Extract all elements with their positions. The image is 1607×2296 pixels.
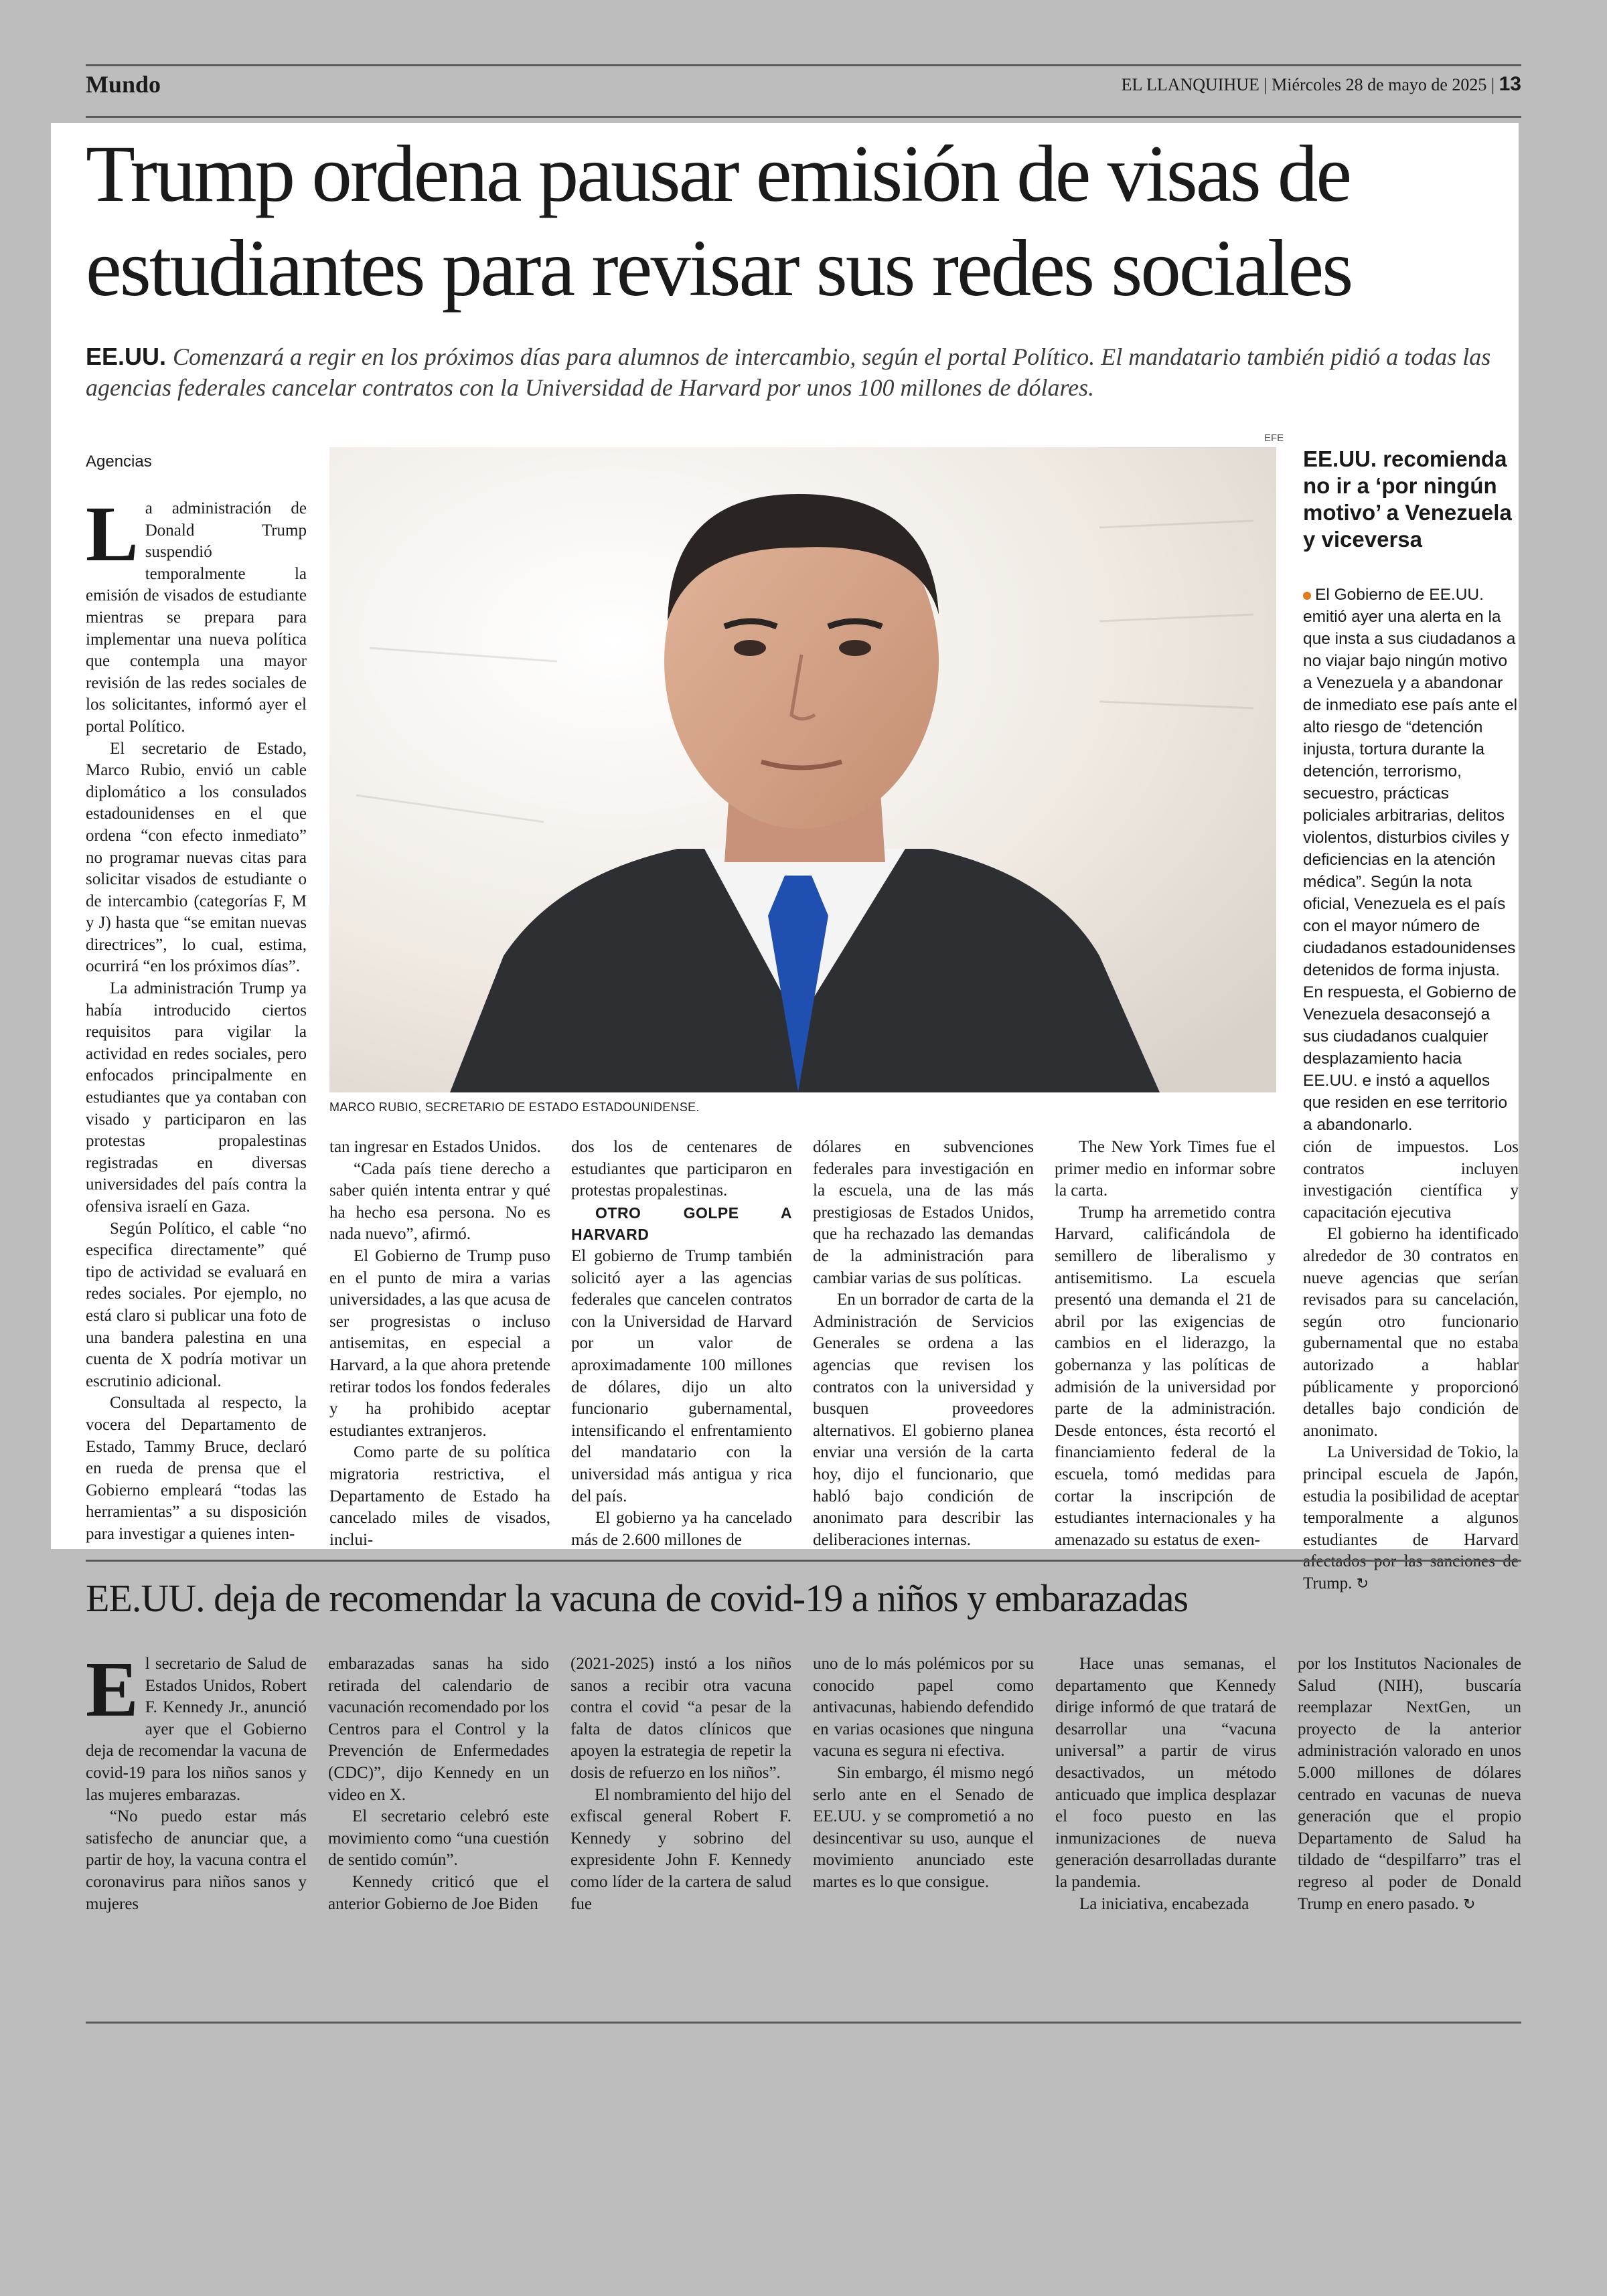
paragraph: Kennedy criticó que el anterior Gobierno de Joe Biden <box>328 1872 549 1913</box>
deck-tag: EE.UU. <box>86 343 167 370</box>
paragraph: El secretario de Salud de Estados Unidos, Robert F. Kennedy Jr., anunció ayer que el Gobierno deja de recomendar la vacuna de covid-19 para los niños sanos y las mujeres embarazas. <box>86 1645 307 1804</box>
sidebar-body <box>1303 584 1519 1136</box>
deck-text: Comenzará a regir en los próximos días para alumnos de intercambio, según el portal Político. El mandatario también pidió a todas las agencias federales cancelar contratos con la Universidad de Harvard por unos 100 millones de dólares. <box>86 343 1491 401</box>
paragraph: El gobierno ya ha cancelado más de 2.600 millones de <box>571 1509 792 1549</box>
paragraph: El secretario celebró este movimiento como “una cuestión de sentido común”. <box>328 1807 549 1870</box>
paragraph: El Gobierno de Trump puso en el punto de mira a varias universidades, a las que acusa de ser progresistas o incluso antisemitas, en especial a Harvard, a la que ahora pretende retirar todos los fondos federales y ha prohibido aceptar estudiantes extranjeros. <box>329 1246 550 1440</box>
paragraph: Hace unas semanas, el departamento que Kennedy dirige informó de que tratará de desarrollar una “vacuna universal” a partir de virus desactivados, un método anticuado que implica desplazar el foco puesto en las inmunizaciones de nueva generación desarrolladas durante la pandemia. <box>1055 1655 1276 1891</box>
article-photo <box>329 447 1276 1092</box>
masthead-text: EL LLANQUIHUE | Miércoles 28 de mayo de 2025 | <box>1121 75 1495 94</box>
paragraph: La Universidad de Tokio, la principal escuela de Japón, estudia la posibilidad de aceptar temporalmente a algunos estudiantes de Harvard afectados por las sanciones de Trump. ↻ <box>1303 1443 1519 1592</box>
article2-title: EE.UU. deja de recomendar la vacuna de covid-19 a niños y embarazadas <box>86 1576 1189 1620</box>
dropcap: L <box>86 490 139 578</box>
photo-caption: MARCO RUBIO, SECRETARIO DE ESTADO ESTADOUNIDENSE. <box>329 1100 700 1114</box>
article-divider <box>86 1560 1521 1562</box>
paragraph: La administración de Donald Trump suspendió temporalmente la emisión de visados de estudiante mientras se prepara para implementar una nueva política que contempla una mayor revisión de las redes sociales de los solicitantes, informó ayer el portal Político. <box>86 490 307 736</box>
main-article <box>51 123 1519 1592</box>
article2-column-2 <box>328 1653 549 1913</box>
article-deck <box>86 341 1512 403</box>
section-label: Mundo <box>86 71 161 98</box>
page-number: 13 <box>1499 73 1521 95</box>
article2-column-3 <box>570 1653 791 1913</box>
paragraph: El gobierno ha identificado alrededor de 30 contratos en nueve agencias que serían revisados para su cancelación, según otro funcionario gubernamental que no estaba autorizado a hablar públicamente y proporcionó detalles bajo condición de anonimato. <box>1303 1225 1519 1440</box>
article-column-6 <box>1303 1137 1519 1592</box>
end-mark-icon: ↻ <box>1462 1896 1476 1913</box>
portrait-illustration <box>329 447 1276 1092</box>
article-column-3 <box>571 1137 792 1549</box>
byline: Agencias <box>86 453 152 471</box>
article-column-2 <box>329 1137 550 1549</box>
article-title: Trump ordena pausar emisión de visas de estudiantes para revisar sus redes sociales <box>86 129 1352 313</box>
paragraph: Como parte de su política migratoria restrictiva, el Departamento de Estado ha cancelado miles de visados, inclui- <box>329 1443 550 1549</box>
paragraph: The New York Times fue el primer medio en informar sobre la carta. <box>1055 1138 1276 1200</box>
paragraph: embarazadas sanas ha sido retirada del calendario de vacunación recomendado por los Centros para el Control y la Prevención de Enfermedades (CDC)”, dijo Kennedy en un video en X. <box>328 1655 549 1804</box>
bottom-divider <box>86 2022 1521 2024</box>
paragraph: El secretario de Estado, Marco Rubio, envió un cable diplomático a los consulados estadounidenses en el que ordena “con efecto inmediato” no programar nuevas citas para solicitar visados de estudiante o de intercambio (categorías F, M y J) hasta que “se emitan nuevas directrices”, lo cual, estima, ocurrirá “en los próximos días”. <box>86 739 307 976</box>
paragraph: “No puedo estar más satisfecho de anunciar que, a partir de hoy, la vacuna contra el coronavirus para niños sanos y mujeres <box>86 1807 307 1913</box>
sidebar-title: EE.UU. recomienda no ir a ‘por ningún motivo’ a Venezuela y viceversa <box>1303 446 1512 552</box>
paragraph: “Cada país tiene derecho a saber quién intenta entrar y qué ha hecho esa persona. No es nada nuevo”, afirmó. <box>329 1159 550 1244</box>
paragraph: tan ingresar en Estados Unidos. <box>329 1138 541 1156</box>
article2-column-5 <box>1055 1653 1276 1913</box>
subhead: OTRO GOLPE A HARVARD <box>571 1204 792 1244</box>
article-column-1 <box>86 490 307 1543</box>
paragraph: Sin embargo, él mismo negó serlo ante en el Senado de EE.UU. y se comprometió a no desincentivar su uso, aunque el movimiento anunciado este martes es lo que consigue. <box>813 1763 1034 1891</box>
paragraph: Consultada al respecto, la vocera del Departamento de Estado, Tammy Bruce, declaró en rueda de prensa que el Gobierno empleará “todas las herramientas” a su disposición para investigar a quienes inten- <box>86 1394 307 1543</box>
paragraph: En un borrador de carta de la Administración de Servicios Generales se ordena a las agencias que revisen los contratos con la universidad y busquen proveedores alternativos. El gobierno planea enviar una versión de la carta hoy, dijo el funcionario, que habló bajo condición de anonimato para describir las deliberaciones internas. <box>813 1291 1034 1549</box>
bullet-icon <box>1303 592 1311 600</box>
article2-column-1 <box>86 1645 307 1913</box>
paragraph: dos los de centenares de estudiantes que participaron en protestas propalestinas. <box>571 1138 792 1200</box>
masthead <box>1122 73 1521 96</box>
paragraph: ción de impuestos. Los contratos incluyen investigación científica y capacitación ejecutiva <box>1303 1138 1519 1222</box>
paragraph: La administración Trump ya había introducido ciertos requisitos para vigilar la actividad en redes sociales, pero enfocados principalmente en estudiantes que ya contaban con visado y participaron en las protestas propalestinas registradas en diversas universidades del país contra la ofensiva israelí en Gaza. <box>86 979 307 1216</box>
article2-column-6 <box>1298 1653 1521 1913</box>
article-column-4 <box>813 1137 1034 1549</box>
page-header <box>86 64 1521 118</box>
paragraph: dólares en subvenciones federales para investigación en la escuela, una de las más prestigiosas de Estados Unidos, que ha rechazado las demandas de la administración para cambiar varias de sus políticas. <box>813 1138 1034 1287</box>
paragraph: Según Político, el cable “no especifica directamente” qué tipo de actividad se evaluará en redes sociales. Por ejemplo, no está claro si publicar una foto de una bandera palestina en una cuenta de X podría motivar un escrutinio adicional. <box>86 1219 307 1390</box>
end-mark-icon: ↻ <box>1356 1575 1369 1592</box>
paragraph: (2021-2025) instó a los niños sanos a recibir otra vacuna contra el covid “a pesar de la falta de datos clínicos que apoyen la estrategia de repetir la dosis de refuerzo en los niños”. <box>570 1655 791 1782</box>
paragraph: Trump ha arremetido contra Harvard, calificándola de semillero de liberalismo y antisemitismo. La escuela presentó una demanda el 21 de abril por las exigencias de cambios en el liderazgo, la gobernanza y las políticas de admisión de la universidad por parte de la administración. Desde entonces, ésta recortó el financiamiento federal de la escuela, tomó medidas para cortar la inscripción de estudiantes internacionales y ha amenazado su estatus de exen- <box>1055 1203 1276 1549</box>
paragraph: El gobierno de Trump también solicitó ayer a las agencias federales que cancelen contratos con la Universidad de Harvard por un valor de aproximadamente 100 millones de dólares, dijo un alto funcionario gubernamental, intensificando el enfrentamiento del mandatario con la universidad más antigua y rica del país. <box>571 1246 792 1505</box>
paragraph: uno de lo más polémicos por su conocido papel como antivacunas, habiendo defendido en varias ocasiones que ninguna vacuna es segura ni efectiva. <box>813 1655 1034 1760</box>
article2-column-4 <box>813 1653 1034 1908</box>
paragraph: La iniciativa, encabezada <box>1079 1894 1249 1913</box>
paragraph: El nombramiento del hijo del exfiscal general Robert F. Kennedy y sobrino del expresidente John F. Kennedy como líder de la cartera de salud fue <box>570 1785 791 1913</box>
dropcap: E <box>86 1645 139 1733</box>
sidebar-text: El Gobierno de EE.UU. emitió ayer una alerta en la que insta a sus ciudadanos a no viajar bajo ningún motivo a Venezuela y a abandonar de inmediato ese país ante el alto riesgo de “detención injusta, tortura durante la detención, terrorismo, secuestro, prácticas policiales arbitrarias, delitos violentos, disturbios civiles y deficiencias en la atención médica”. Según la nota oficial, Venezuela es el país con el mayor número de ciudadanos estadounidenses detenidos de forma injusta. En respuesta, el Gobierno de Venezuela desaconsejó a sus ciudadanos cualquier desplazamiento hacia EE.UU. e instó a aquellos que residen en ese territorio a abandonarlo. <box>1303 586 1518 1134</box>
paragraph: por los Institutos Nacionales de Salud (NIH), buscaría reemplazar NextGen, un proyecto de la anterior administración valorado en unos 5.000 millones de dólares centrado en vacunas de nueva generación que el propio Departamento de Salud ha tildado de “despilfarro” tras el regreso al poder de Donald Trump en enero pasado. ↻ <box>1298 1655 1521 1913</box>
photo-credit: EFE <box>1264 432 1284 444</box>
article-column-5 <box>1055 1137 1276 1549</box>
